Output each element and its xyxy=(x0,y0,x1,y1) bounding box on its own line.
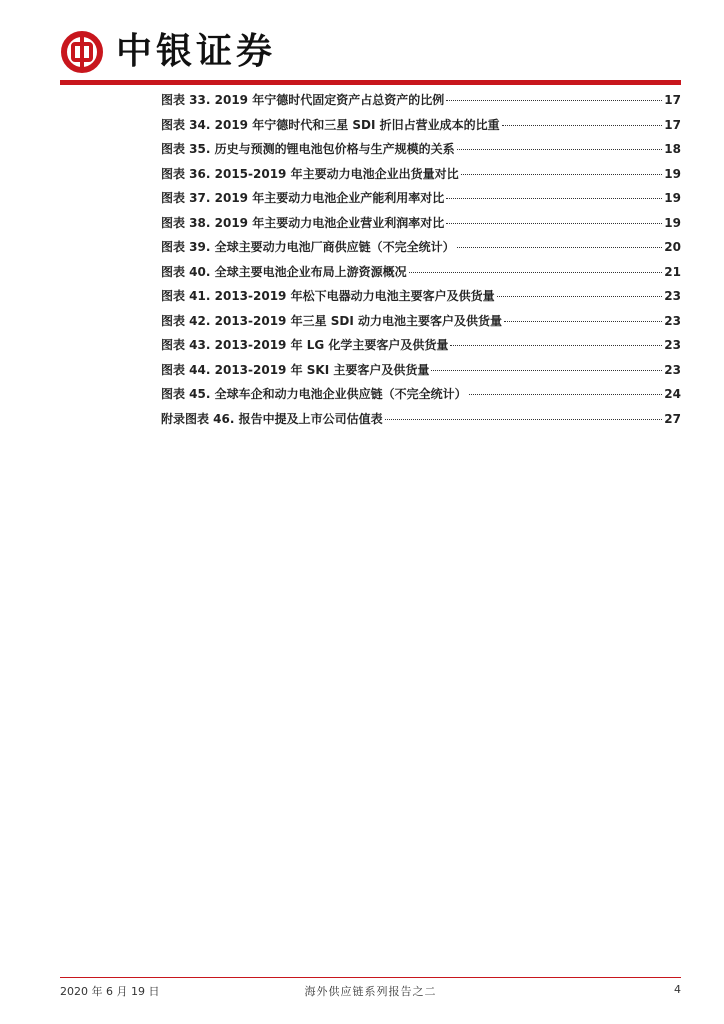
toc-entry-title: 图表 36. 2015-2019 年主要动力电池企业出货量对比 xyxy=(161,166,459,181)
toc-entry-page: 23 xyxy=(664,289,681,303)
toc-entry-title: 图表 45. 全球车企和动力电池企业供应链（不完全统计） xyxy=(161,387,467,401)
toc-entry-title: 图表 37. 2019 年主要动力电池企业产能利用率对比 xyxy=(161,191,445,205)
toc-entry-page: 21 xyxy=(664,264,681,279)
toc-entry-title: 图表 35. 历史与预测的锂电池包价格与生产规模的关系 xyxy=(161,142,455,156)
toc-leader-dots xyxy=(446,223,662,224)
toc-leader-dots xyxy=(446,100,662,101)
page-header xyxy=(60,28,690,80)
toc-entry-title: 图表 33. 2019 年宁德时代固定资产占总资产的比例 xyxy=(161,93,445,107)
toc-entry[interactable] xyxy=(161,211,681,236)
toc-leader-dots xyxy=(502,125,663,126)
toc-entry-page: 19 xyxy=(664,166,681,181)
toc-entry[interactable] xyxy=(161,260,681,285)
bank-of-china-logo-icon xyxy=(60,30,104,74)
toc-entry[interactable] xyxy=(161,309,681,334)
toc-entry-page: 23 xyxy=(664,338,681,352)
toc-entry[interactable] xyxy=(161,333,681,358)
page-number: 4 xyxy=(674,983,681,996)
toc-entry-title: 图表 34. 2019 年宁德时代和三星 SDI 折旧占营业成本的比重 xyxy=(161,117,500,132)
toc-entry-page: 23 xyxy=(664,313,681,328)
toc-entry-page: 17 xyxy=(664,117,681,132)
toc-entry-title: 图表 38. 2019 年主要动力电池企业营业利润率对比 xyxy=(161,215,445,230)
toc-leader-dots xyxy=(469,394,663,395)
toc-entry-title: 图表 39. 全球主要动力电池厂商供应链（不完全统计） xyxy=(161,240,455,254)
toc-entry-page: 18 xyxy=(664,142,681,156)
toc-leader-dots xyxy=(385,419,663,420)
toc-entry-page: 27 xyxy=(664,411,681,426)
toc-leader-dots xyxy=(450,345,662,346)
toc-leader-dots xyxy=(461,174,663,175)
toc-entry-title: 图表 41. 2013-2019 年松下电器动力电池主要客户及供货量 xyxy=(161,289,495,303)
toc-entry-page: 19 xyxy=(664,215,681,230)
toc-entry-title: 附录图表 46. 报告中提及上市公司估值表 xyxy=(161,411,383,426)
toc-entry[interactable] xyxy=(161,407,681,432)
toc-entry-page: 24 xyxy=(664,387,681,401)
toc-entry-title: 图表 40. 全球主要电池企业布局上游资源概况 xyxy=(161,264,407,279)
report-date: 2020 年 6 月 19 日 xyxy=(60,985,160,998)
toc-entry[interactable] xyxy=(161,284,681,309)
toc-entry-page: 20 xyxy=(664,240,681,254)
toc-entry-title: 图表 42. 2013-2019 年三星 SDI 动力电池主要客户及供货量 xyxy=(161,313,502,328)
toc-leader-dots xyxy=(431,370,662,371)
header-divider xyxy=(60,80,681,85)
toc-leader-dots xyxy=(457,247,663,248)
page-footer xyxy=(60,983,681,1001)
toc-entry[interactable] xyxy=(161,88,681,113)
toc-leader-dots xyxy=(504,321,662,322)
footer-divider xyxy=(60,977,681,978)
report-series: 海外供应链系列报告之二 xyxy=(304,985,437,998)
toc-entry-page: 23 xyxy=(664,362,681,377)
toc-leader-dots xyxy=(457,149,663,150)
toc-leader-dots xyxy=(446,198,662,199)
toc-entry[interactable] xyxy=(161,113,681,138)
toc-entry[interactable] xyxy=(161,162,681,187)
toc-leader-dots xyxy=(409,272,663,273)
table-of-figures xyxy=(161,88,681,431)
toc-entry[interactable] xyxy=(161,382,681,407)
toc-entry[interactable] xyxy=(161,186,681,211)
toc-entry[interactable] xyxy=(161,358,681,383)
toc-entry[interactable] xyxy=(161,235,681,260)
toc-entry-title: 图表 44. 2013-2019 年 SKI 主要客户及供货量 xyxy=(161,362,430,377)
toc-entry-page: 19 xyxy=(664,191,681,205)
toc-leader-dots xyxy=(497,296,663,297)
toc-entry-page: 17 xyxy=(664,93,681,107)
brand-name: 中银证券 xyxy=(116,31,277,72)
toc-entry-title: 图表 43. 2013-2019 年 LG 化学主要客户及供货量 xyxy=(161,338,449,352)
toc-entry[interactable] xyxy=(161,137,681,162)
